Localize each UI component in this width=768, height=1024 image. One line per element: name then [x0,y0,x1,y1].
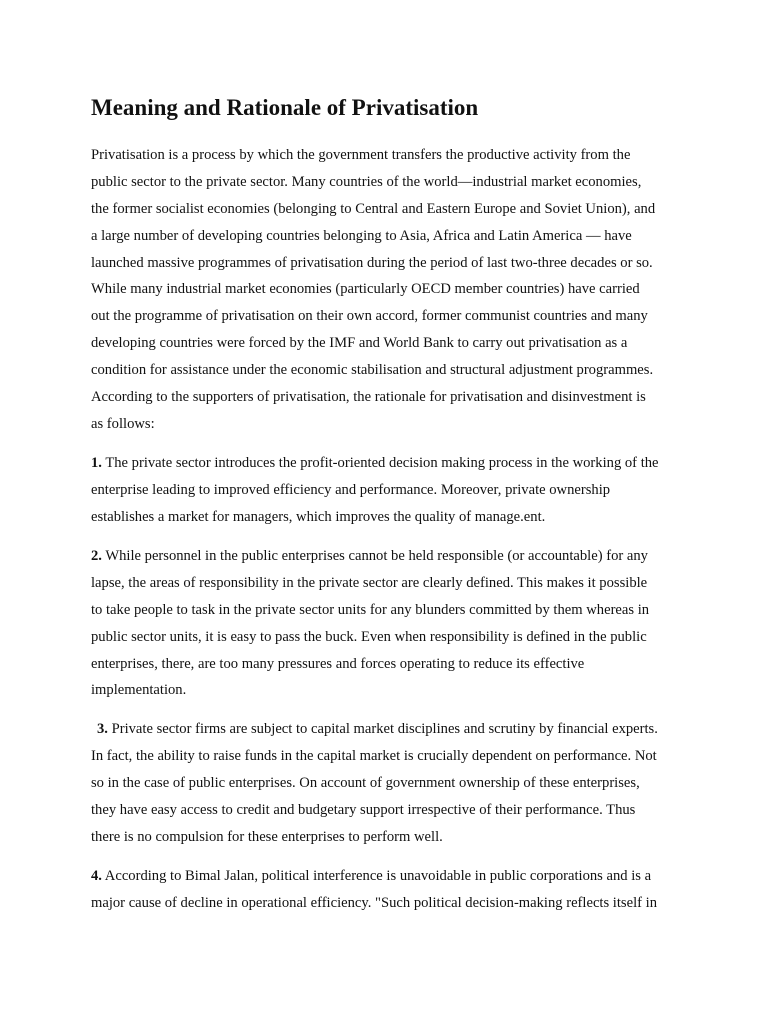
point-paragraph [91,543,691,704]
point-paragraph [91,863,691,917]
point-text: While personnel in the public enterprises cannot be held responsible (or accountable) for any [101,548,648,564]
point-number: 1. [91,455,102,471]
point-paragraph [91,716,691,850]
intro-line: launched massive programmes of privatisation during the period of last two-three decades or so. [91,254,653,271]
point-line: implementation. [91,682,187,699]
intro-line: a large number of developing countries belonging to Asia, Africa and Latin America — have [91,227,632,244]
point-line: lapse, the areas of responsibility in the private sector are clearly defined. This makes it possible [91,574,648,591]
intro-paragraph [91,142,691,438]
point-line: enterprise leading to improved efficiency and performance. Moreover, private ownership [91,481,611,498]
point-number: 4. [91,868,102,884]
intro-line: as follows: [91,415,155,432]
intro-line: out the programme of privatisation on their own accord, former communist countries and many [91,308,648,325]
intro-line: the former socialist economies (belonging to Central and Eastern Europe and Soviet Union), and [91,200,656,217]
point-text: Private sector firms are subject to capital market disciplines and scrutiny by financial experts. [107,721,658,737]
point-line: so in the case of public enterprises. On account of government ownership of these enterprises, [91,774,640,791]
point-line: public sector units, it is easy to pass the buck. Even when responsibility is defined in the public [91,628,647,645]
point-line: major cause of decline in operational efficiency. "Such political decision-making reflects itself in [91,894,657,911]
point-text: According to Bimal Jalan, political interference is unavoidable in public corporations and is a [101,868,652,884]
point-line: they have easy access to credit and budgetary support irrespective of their performance. Thus [91,801,636,818]
point-first-line [91,863,691,890]
point-first-line [91,543,691,570]
intro-line: According to the supporters of privatisation, the rationale for privatisation and disinvestment is [91,389,646,406]
point-line: enterprises, there, are too many pressures and forces operating to reduce its effective [91,655,585,672]
intro-line: While many industrial market economies (particularly OECD member countries) have carried [91,281,640,298]
point-line: establishes a market for managers, which improves the quality of manage.ent. [91,508,546,525]
point-text: The private sector introduces the profit-oriented decision making process in the working of the [101,455,659,471]
point-number: 2. [91,548,102,564]
point-line: to take people to task in the private sector units for any blunders committed by them whereas in [91,601,650,618]
point-number: 3. [97,721,108,737]
point-line: In fact, the ability to raise funds in the capital market is crucially dependent on performance. Not [91,747,657,764]
intro-line: developing countries were forced by the IMF and World Bank to carry out privatisation as a [91,335,628,352]
point-first-line [91,450,691,477]
point-first-line [91,716,691,743]
point-line: there is no compulsion for these enterprises to perform well. [91,828,443,845]
intro-line: Privatisation is a process by which the government transfers the productive activity from the [91,147,631,163]
intro-line: condition for assistance under the economic stabilisation and structural adjustment programmes. [91,362,654,379]
point-paragraph [91,450,691,531]
page-title: Meaning and Rationale of Privatisation [91,95,479,120]
intro-line: public sector to the private sector. Many countries of the world—industrial market economies, [91,173,642,190]
